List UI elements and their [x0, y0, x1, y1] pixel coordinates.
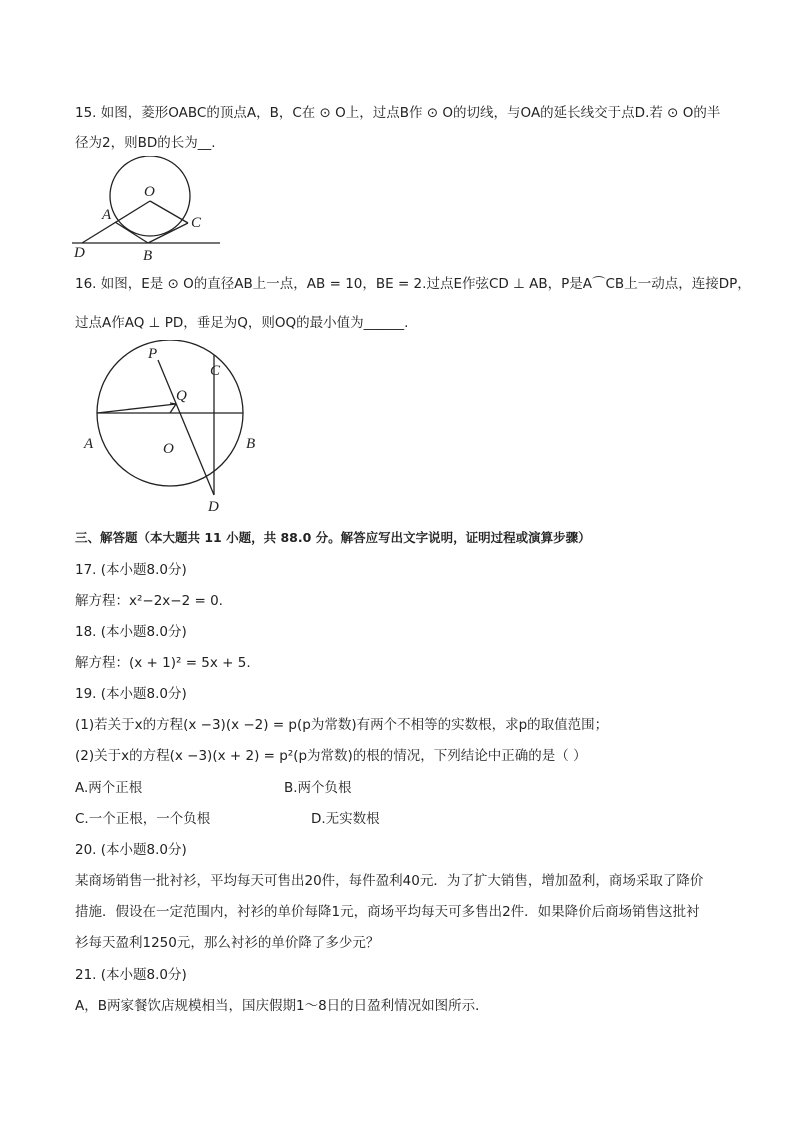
q16-label-D: D — [208, 499, 219, 515]
q15-line2: 径为2，则BD的长为__. — [75, 135, 216, 151]
q16-line1: 16. 如图，E是 ⊙ O的直径AB上一点，AB = 10，BE = 2.过点E作弦CD ⊥ AB，P是A⌒CB上一动点，连接DP， — [75, 276, 751, 292]
q15-label-B: B — [143, 248, 153, 264]
q15-label-C: C — [191, 215, 202, 231]
q15-figure — [70, 156, 230, 266]
q19-option-d: D.无实数根 — [311, 811, 380, 827]
q20-line1: 某商场销售一批衬衫，平均每天可售出20件，每件盈利40元．为了扩大销售，增加盈利，商场采取了降价 — [75, 873, 704, 889]
section3-title: 三、解答题（本大题共 11 小题，共 88.0 分。解答应写出文字说明，证明过程或演算步骤） — [75, 530, 591, 545]
q21-line1: A，B两家餐饮店规模相当，国庆假期1～8日的日盈利情况如图所示． — [75, 998, 489, 1014]
q16-label-B: B — [246, 436, 256, 452]
q19-header: 19. (本小题8.0分) — [75, 686, 187, 702]
q15-label-A: A — [102, 207, 112, 223]
q16-label-P: P — [148, 346, 158, 362]
q15-line-OC — [150, 201, 188, 223]
q15-label-O: O — [144, 184, 155, 200]
q16-line2: 过点A作AQ ⊥ PD，垂足为Q，则OQ的最小值为______. — [75, 315, 409, 331]
q15-line-AB — [115, 222, 148, 243]
q19-option-b: B.两个负根 — [284, 780, 352, 796]
q19-part2: (2)关于x的方程(x −3)(x + 2) = p²(p为常数)的根的情况，下列结论中正确的是（ ） — [75, 748, 587, 764]
q21-header: 21. (本小题8.0分) — [75, 967, 187, 983]
q19-part1: (1)若关于x的方程(x −3)(x −2) = p(p为常数)有两个不相等的实数根，求p的取值范围； — [75, 717, 609, 733]
q17-header: 17. (本小题8.0分) — [75, 562, 187, 578]
q15-line-BC — [148, 223, 188, 243]
q17-body: 解方程：x²−2x−2 = 0. — [75, 593, 223, 609]
q16-figure — [80, 340, 270, 515]
q20-header: 20. (本小题8.0分) — [75, 842, 187, 858]
q19-option-c: C.一个正根，一个负根 — [75, 811, 211, 827]
q20-line3: 衫每天盈利1250元，那么衬衫的单价降了多少元？ — [75, 935, 380, 951]
q16-label-Q: Q — [176, 388, 187, 404]
q15-label-D: D — [74, 245, 85, 261]
q15-line1: 15. 如图，菱形OABC的顶点A，B，C在 ⊙ O上，过点B作 ⊙ O的切线，与OA的延长线交于点D.若 ⊙ O的半 — [75, 105, 721, 121]
q18-body: 解方程：(x + 1)² = 5x + 5. — [75, 655, 251, 671]
q16-line-OQ — [170, 404, 176, 413]
q16-label-O: O — [163, 441, 174, 457]
q16-line-PD — [158, 360, 214, 495]
q18-header: 18. (本小题8.0分) — [75, 624, 187, 640]
q16-label-A: A — [84, 436, 94, 452]
q20-line2: 措施．假设在一定范围内，衬衫的单价每降1元，商场平均每天可多售出2件．如果降价后商场销售这批衬 — [75, 904, 700, 920]
q16-line-AQ — [97, 404, 176, 413]
q19-option-a: A.两个正根 — [75, 780, 143, 796]
q16-label-C: C — [210, 363, 221, 379]
